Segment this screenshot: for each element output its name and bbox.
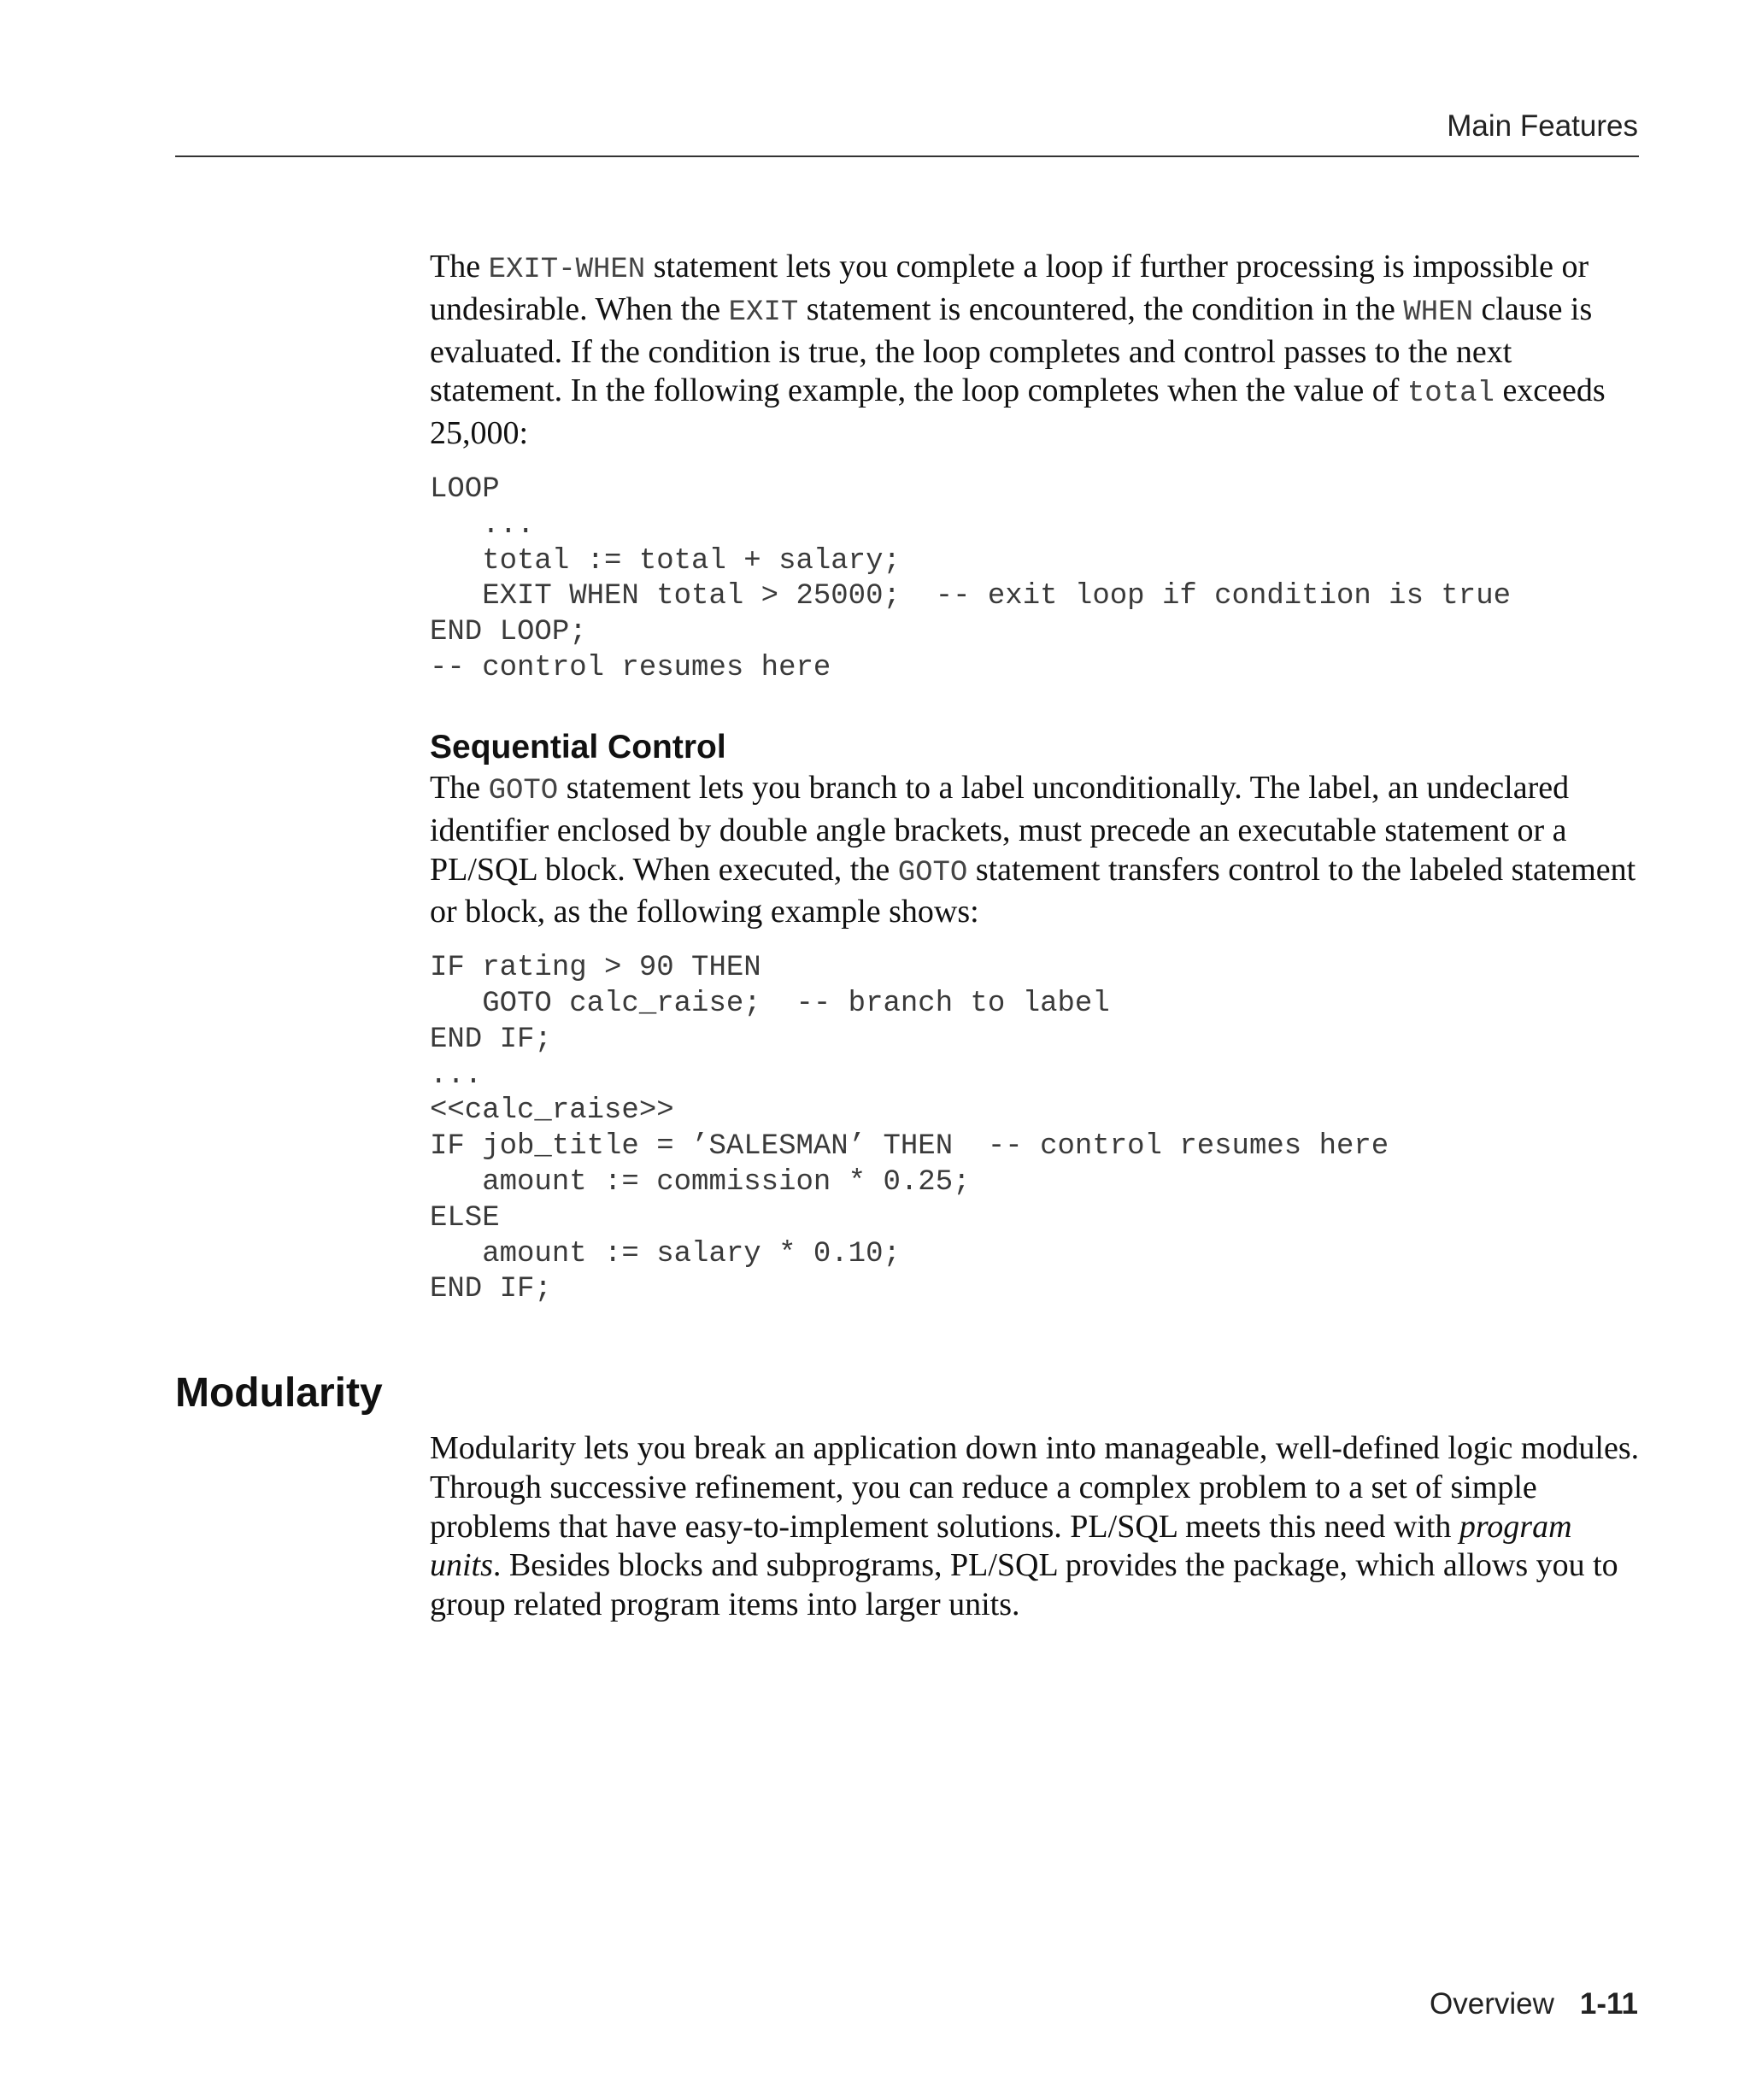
loop-code-example: LOOP ... total := total + salary; EXIT WHEN total > 25000; -- exit loop if condition is true END LOOP; -- control resumes here <box>430 472 1512 684</box>
inline-code-exit: EXIT <box>728 296 799 329</box>
page-footer <box>1430 1986 1638 2023</box>
goto-code-example: IF rating > 90 THEN GOTO calc_raise; -- branch to label END IF; ... <<calc_raise>> IF job_title = ’SALESMAN’ THEN -- control resumes here amount := commission * 0.25; ELSE amount := salary * 0.10; END IF; <box>430 952 1389 1306</box>
sequential-control-heading: Sequential Control <box>430 729 726 766</box>
inline-code-total: total <box>1406 378 1495 411</box>
exit-when-section <box>430 248 1643 687</box>
exit-when-paragraph: The EXIT-WHEN statement lets you complete a loop if further processing is impossible or undesirable. When the EXIT statement is encountered, the condition in the WHEN clause is evaluated. If the condition is true, the loop completes and control passes to the next statement. In the following example, the loop completes when the value of total exceeds 25,000: <box>430 249 1606 452</box>
modularity-paragraph: Modularity lets you break an application down into manageable, well-defined logic modules. Through successive refinement, you can reduce a complex problem to a set of simple problems that have easy-to-implement solutions. PL/SQL meets this need with program units. Besides blocks and subprograms, PL/SQL provides the package, which allows you to group related program items into larger units. <box>430 1430 1640 1623</box>
goto-paragraph: The GOTO statement lets you branch to a label unconditionally. The label, an undeclared identifier enclosed by double angle brackets, must precede an executable statement or a PL/SQL block. When executed, the GOTO statement transfers control to the labeled statement or block, as the following example shows: <box>430 770 1636 930</box>
inline-code-goto-2: GOTO <box>897 856 968 889</box>
header-rule <box>175 155 1639 157</box>
modularity-section <box>430 1429 1643 1625</box>
modularity-heading: Modularity <box>175 1370 383 1416</box>
sequential-control-section <box>430 728 1643 1308</box>
footer-chapter: Overview <box>1430 1987 1554 2021</box>
running-header: Main Features <box>1447 109 1638 143</box>
inline-code-when: WHEN <box>1403 296 1473 329</box>
inline-code-goto: GOTO <box>488 775 559 807</box>
page-number: 1-11 <box>1579 1987 1638 2021</box>
program-units-emphasis: program units <box>430 1508 1572 1584</box>
inline-code-exit-when: EXIT-WHEN <box>488 254 646 286</box>
